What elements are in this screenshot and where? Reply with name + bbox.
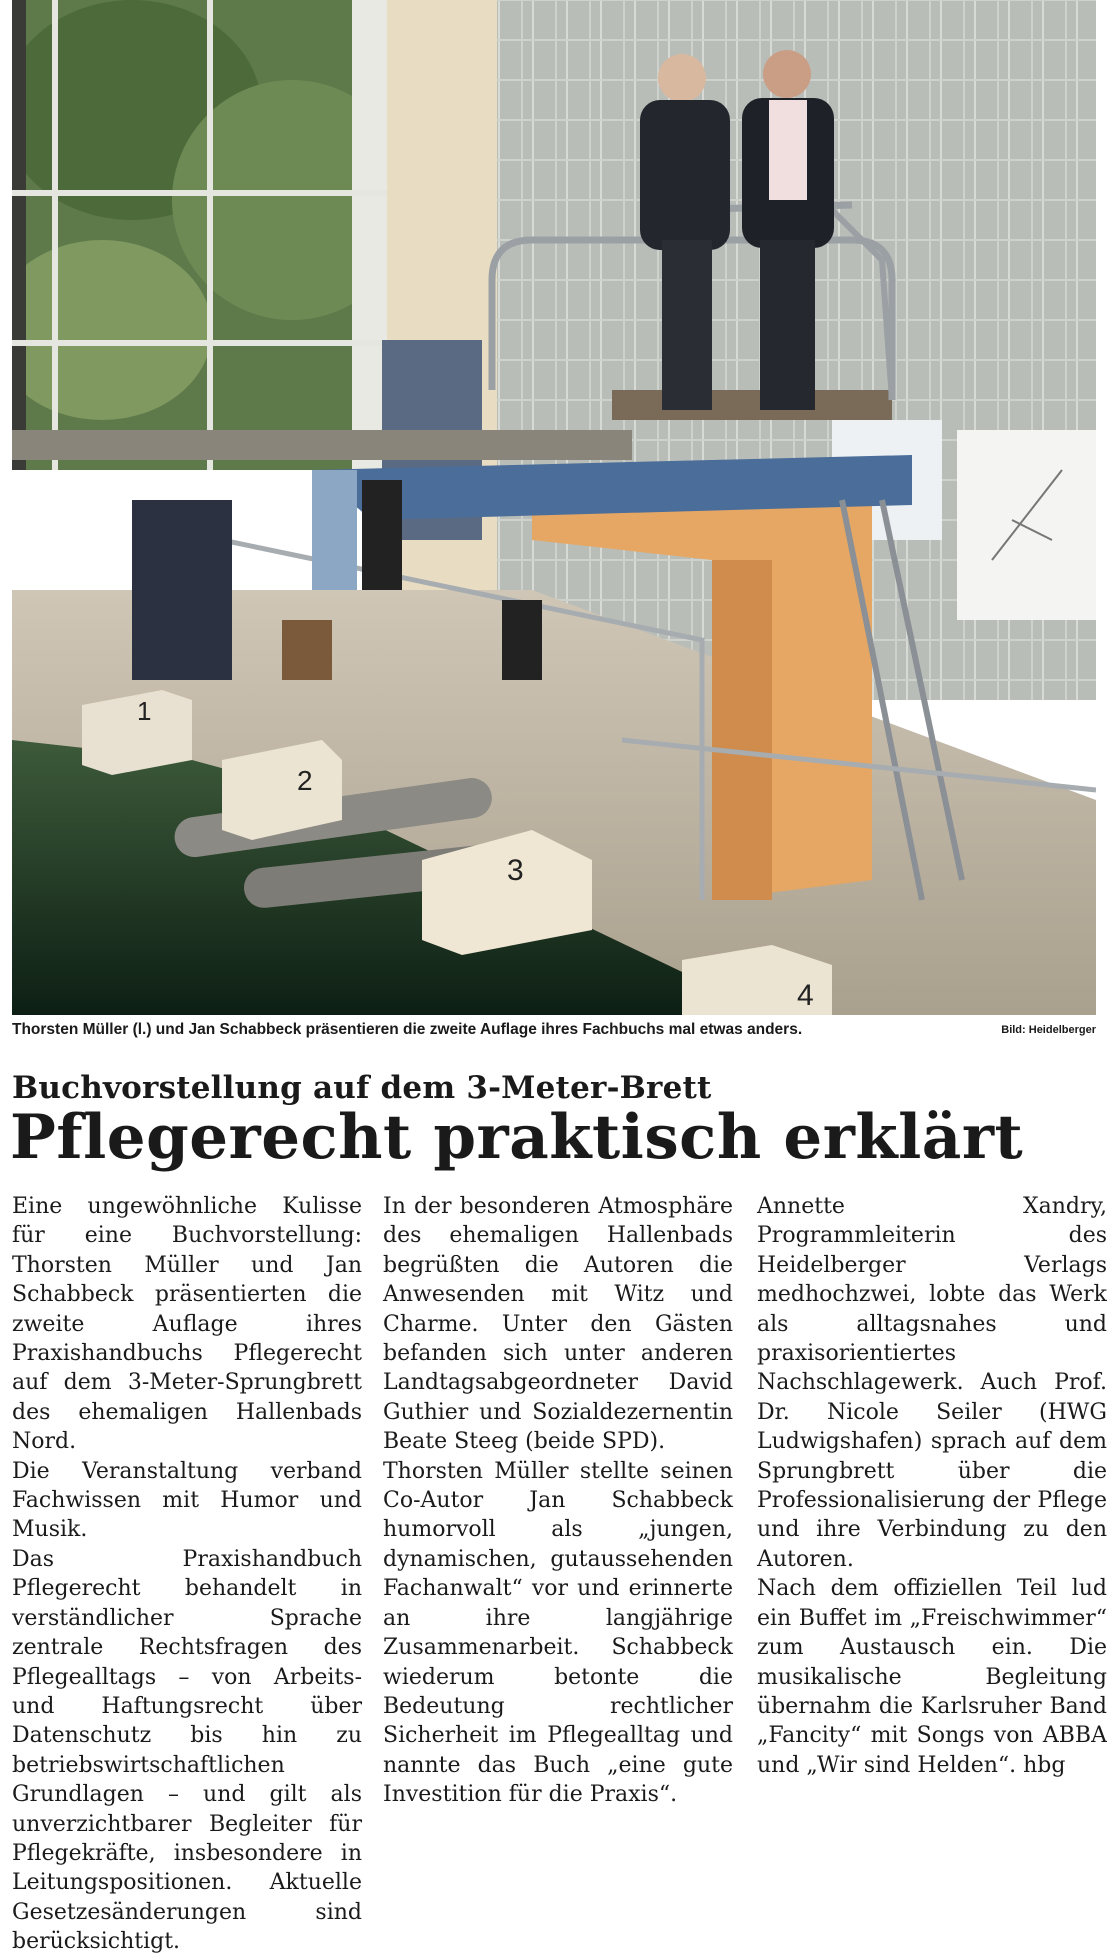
article-kicker: Buchvorstellung auf dem 3-Meter-Brett [12,1070,712,1106]
paragraph-book: Das Praxishandbuch Pflegerecht behandelt in verständlicher Sprache zentrale Rechtsfragen des Pflegealltags – von Arbeits- und Haftungsrecht über Datenschutz bis hin zu betriebswirtschaftlichen Grundlagen – und gilt als unverzichtbarer Begleiter für Pflegekräfte, insbesondere in Leitungspositionen. Aktuelle Gesetzesänderungen sind berücksichtigt. [12,1546,362,1955]
article-headline: Pflegerecht praktisch erklärt [10,1102,1024,1173]
block-number-2: 2 [297,765,313,796]
article-column-1 [12,1192,362,1957]
photo-credit: Bild: Heidelberger [1001,1024,1096,1036]
paragraph-coauthor: Thorsten Müller stellte seinen Co-Autor Jan Schabbeck humorvoll als „jungen, dynamischen, gutaussehenden Fachanwalt“ vor und erinnerte an ihre langjährige Zusammenarbeit. Schabbeck wiederum betonte die Bedeutung rechtlicher Sicherheit im Pflegealltag und nannte das Buch „eine gute Investition für die Praxis“. [383,1458,733,1808]
article-column-2 [383,1192,733,1810]
caption-text: Thorsten Müller (l.) und Jan Schabbeck präsentieren die zweite Auflage ihres Fachbuchs mal etwas anders. [12,1021,803,1038]
paragraph-event: Die Veranstaltung verband Fachwissen mit Humor und Musik. [12,1458,362,1543]
photo-caption [12,1021,1096,1045]
block-number-3: 3 [507,854,524,887]
paragraph-intro: Eine ungewöhnliche Kulisse für eine Buchvorstellung: Thorsten Müller und Jan Schabbeck präsentierten die zweite Auflage ihres Praxishandbuchs Pflegerecht auf dem 3-Meter-Sprungbrett des ehemaligen Hallenbads Nord. [12,1194,362,1455]
paragraph-guests: In der besonderen Atmosphäre des ehemaligen Hallenbads begrüßten die Autoren die Anwesenden mit Witz und Charme. Unter den Gästen befanden sich unter anderen Landtagsabgeordneter David Guthier und Sozialdezernentin Beate Steeg (beide SPD). [383,1194,733,1455]
article-column-3 [757,1192,1107,1780]
paragraph-buffet: Nach dem offiziellen Teil lud ein Buffet im „Freischwimmer“ zum Austausch ein. Die musikalische Begleitung übernahm die Karlsruher Band „Fancity“ mit Songs von ABBA und „Wir sind Helden“. hbg [757,1576,1107,1778]
block-number-4: 4 [797,979,814,1012]
event-photo [12,0,1096,1015]
block-number-1: 1 [137,696,152,726]
paragraph-publisher: Annette Xandry, Programmleiterin des Heidelberger Verlags medhochzwei, lobte das Werk als alltagsnahes und praxisorientiertes Nachschlagewerk. Auch Prof. Dr. Nicole Seiler (HWG Ludwigshafen) sprach auf dem Sprungbrett über die Professionalisierung der Pflege und ihre Verbindung zu den Autoren. [757,1194,1107,1572]
starting-block-1 [82,690,192,775]
